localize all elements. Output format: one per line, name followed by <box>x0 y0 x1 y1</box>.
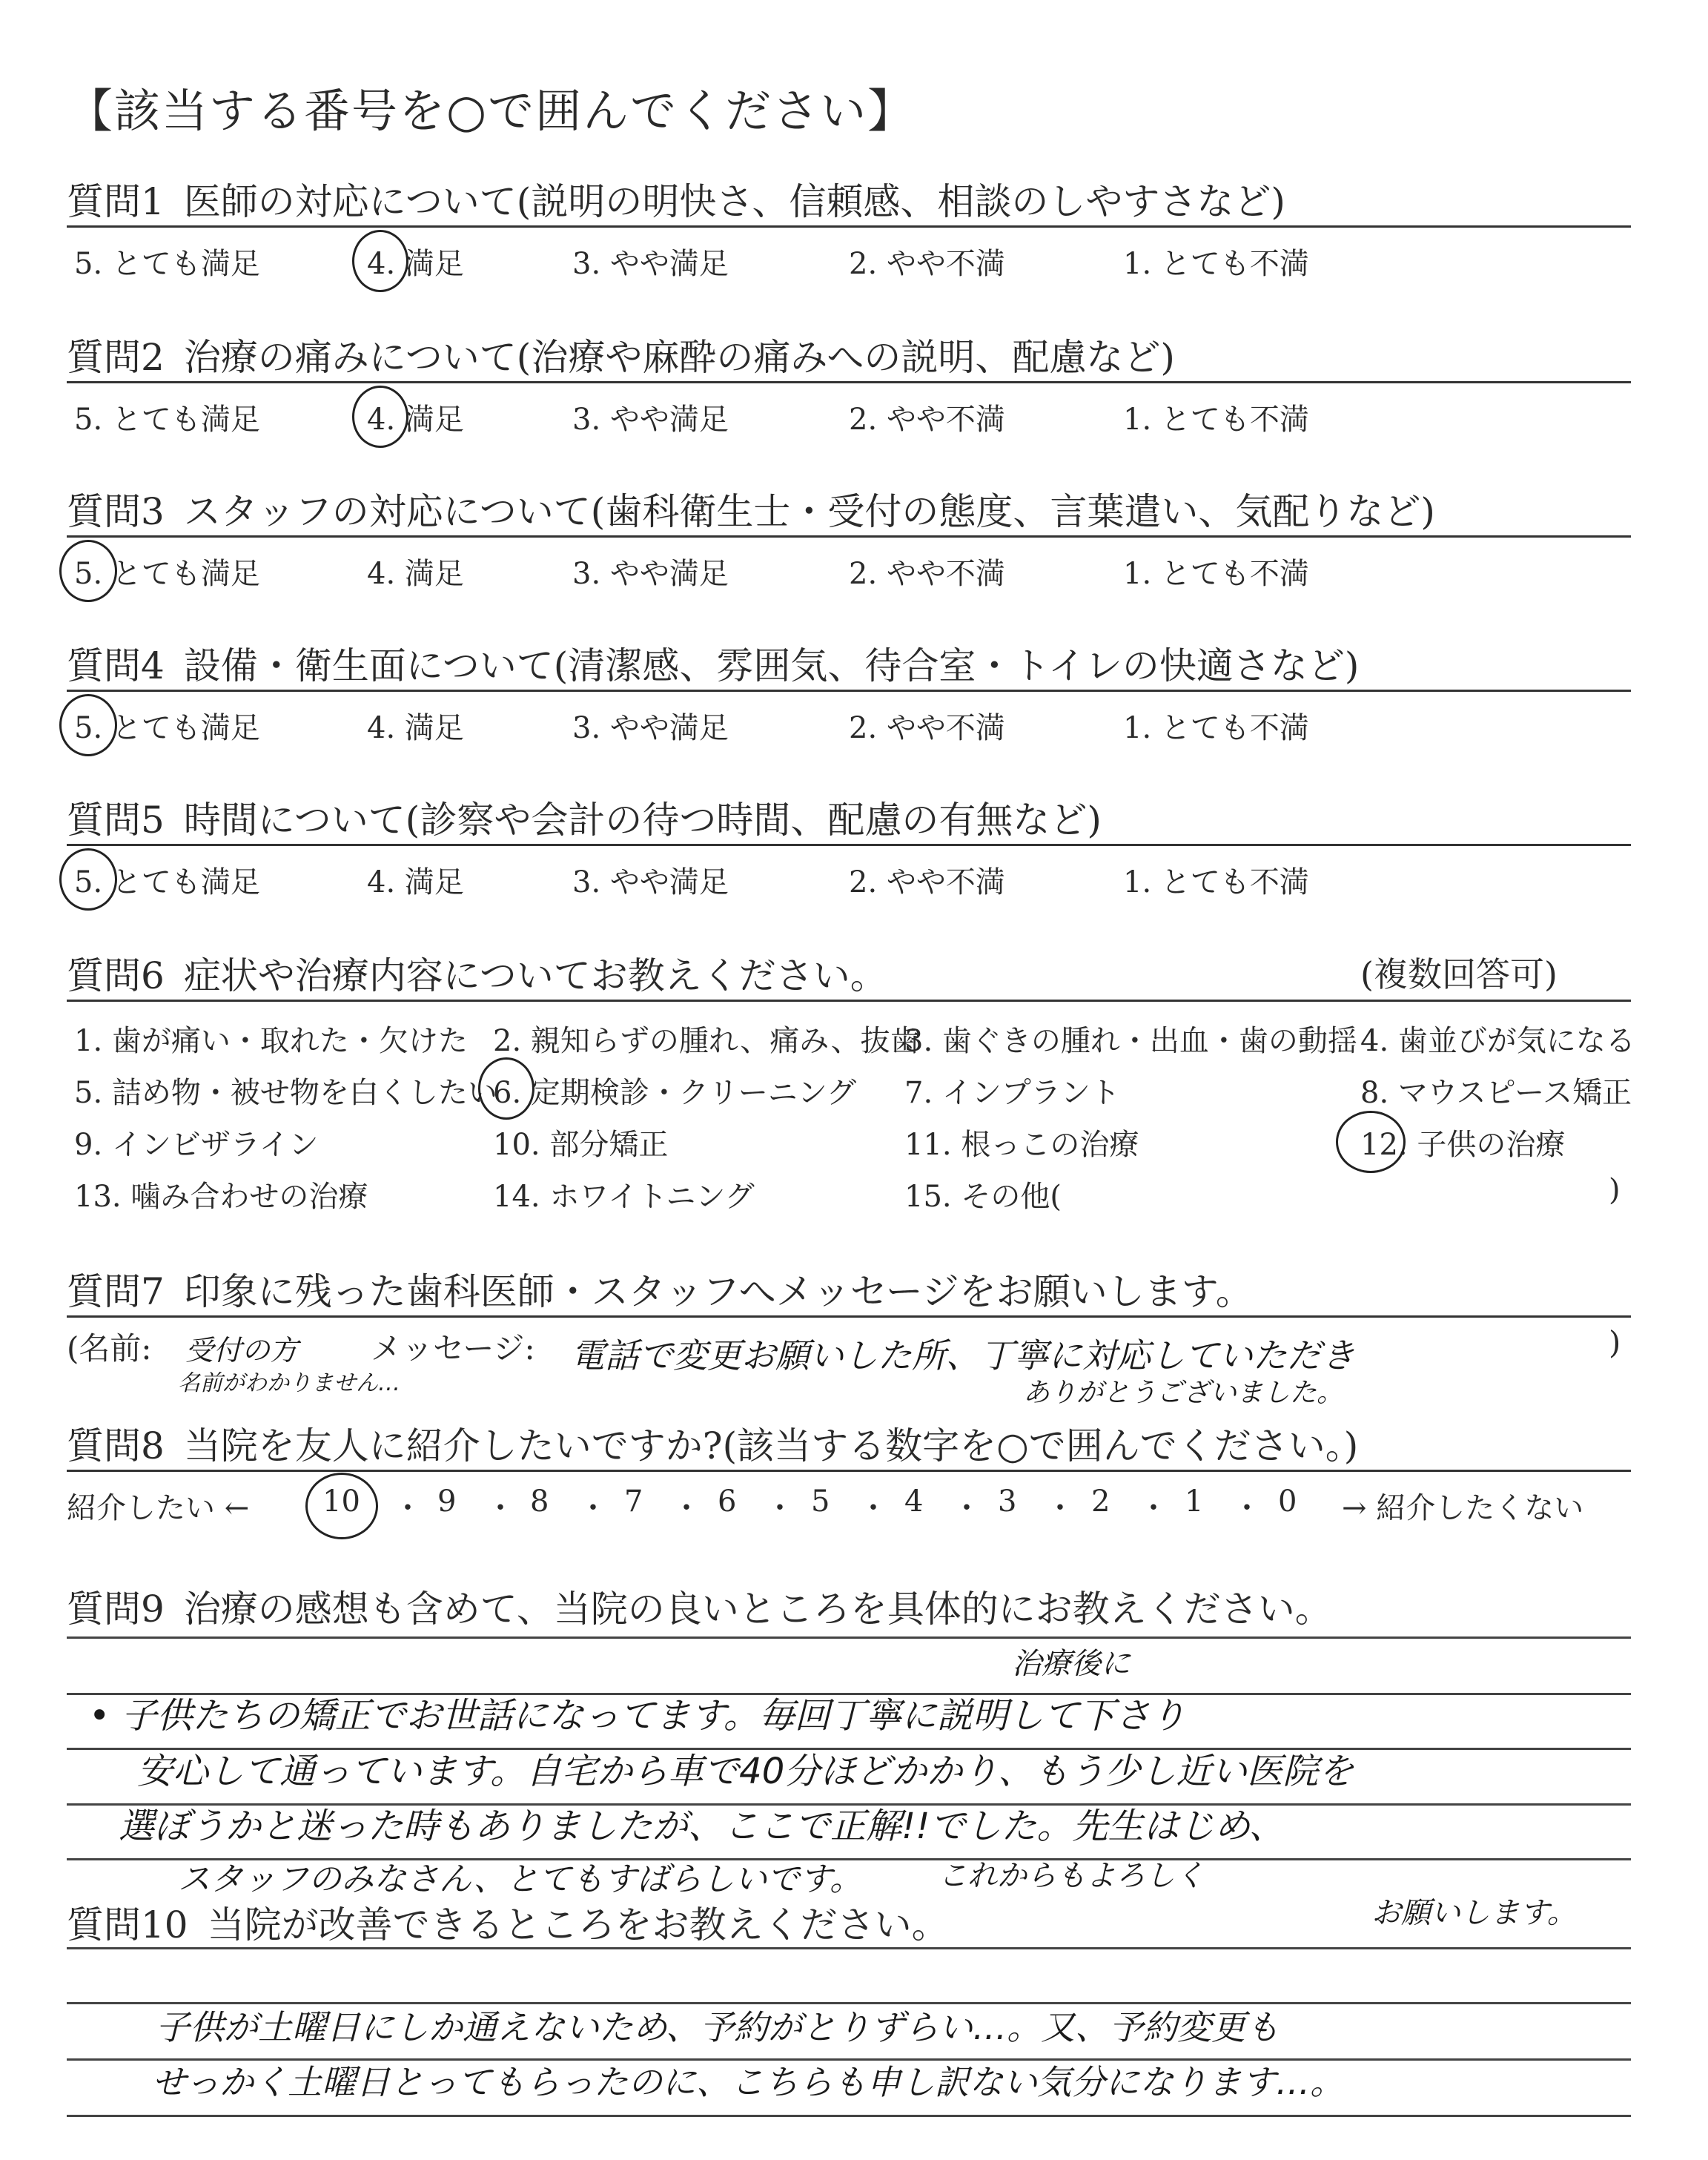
rating-option-4[interactable]: 4. 満足 <box>367 557 464 591</box>
rating-option-2[interactable]: 2. やや不満 <box>849 711 1005 745</box>
rating-option-4[interactable]: 4. 満足 <box>367 247 464 281</box>
symptom-option-1[interactable]: 1. 歯が痛い・取れた・欠けた <box>74 1024 468 1058</box>
rating-option-5[interactable]: 5. とても満足 <box>74 711 260 745</box>
handwritten-answer-line-1: • 子供たちの矯正でお世話になってます。毎回丁寧に説明して下さり <box>89 1695 1186 1737</box>
question-number: 質問4 <box>67 644 165 687</box>
question-3 <box>67 482 1623 591</box>
score-3[interactable]: 3 <box>998 1484 1017 1519</box>
question-9 <box>67 1579 1623 1633</box>
symptom-option-2[interactable]: 2. 親知らずの腫れ、痛み、抜歯 <box>493 1024 920 1058</box>
divider-line <box>67 1315 1631 1318</box>
rating-option-2[interactable]: 2. やや不満 <box>849 247 1005 281</box>
divider-line <box>67 1000 1631 1002</box>
symptom-option-11[interactable]: 11. 根っこの治療 <box>904 1128 1139 1162</box>
name-label: (名前: <box>67 1330 152 1367</box>
selection-circle <box>478 1057 534 1120</box>
divider-line <box>67 1470 1631 1472</box>
question-number: 質問3 <box>67 490 165 533</box>
answer-line <box>67 1947 1631 1949</box>
score-separator: ・ <box>1045 1491 1075 1525</box>
divider-line <box>67 535 1631 538</box>
rating-option-5[interactable]: 5. とても満足 <box>74 247 260 281</box>
rating-option-3[interactable]: 3. やや満足 <box>572 247 729 281</box>
symptom-option-13[interactable]: 13. 噛み合わせの治療 <box>74 1180 368 1214</box>
answer-line <box>67 2115 1631 2117</box>
symptom-option-9[interactable]: 9. インビザライン <box>74 1128 319 1162</box>
rating-option-1[interactable]: 1. とても不満 <box>1123 865 1309 899</box>
close-paren: ) <box>1609 1324 1621 1361</box>
handwritten-answer-line-6: お願いします。 <box>1371 1896 1577 1930</box>
score-separator: ・ <box>672 1491 701 1525</box>
rating-option-4[interactable]: 4. 満足 <box>367 403 464 437</box>
rating-option-1[interactable]: 1. とても不満 <box>1123 557 1309 591</box>
score-0[interactable]: 0 <box>1278 1484 1297 1519</box>
question-title: スタッフの対応について(歯科衛生士・受付の態度、言葉遣い、気配りなど) <box>183 490 1435 533</box>
question-title: 時間について(診察や会計の待つ時間、配慮の有無など) <box>183 799 1102 842</box>
handwritten-insert: 治療後に <box>1012 1647 1131 1681</box>
rating-option-4[interactable]: 4. 満足 <box>367 865 464 899</box>
answer-line <box>67 1636 1631 1639</box>
symptom-option-7[interactable]: 7. インプラント <box>904 1076 1120 1110</box>
divider-line <box>67 225 1631 228</box>
divider-line <box>67 690 1631 692</box>
question-5 <box>67 790 1623 899</box>
handwritten-answer-line-4: スタッフのみなさん、とてもすばらしいです。 <box>178 1860 863 1898</box>
question-number: 質問9 <box>67 1588 165 1631</box>
rating-option-5[interactable]: 5. とても満足 <box>74 865 260 899</box>
rating-option-2[interactable]: 2. やや不満 <box>849 403 1005 437</box>
symptom-option-8[interactable]: 8. マウスピース矯正 <box>1360 1076 1632 1110</box>
score-separator: ・ <box>578 1491 608 1525</box>
symptom-option-12[interactable]: 12. 子供の治療 <box>1360 1128 1566 1162</box>
handwritten-answer-line-2: 安心して通っています。自宅から車で40分ほどかかり、もう少し近い医院を <box>137 1751 1354 1792</box>
rating-option-3[interactable]: 3. やや満足 <box>572 403 729 437</box>
question-title: 治療の痛みについて(治療や麻酔の痛みへの説明、配慮など) <box>183 336 1175 379</box>
question-title: 症状や治療内容についてお教えください。 <box>183 954 887 997</box>
question-title: 当院が改善できるところをお教えください。 <box>207 1903 949 1946</box>
score-separator: ・ <box>393 1491 423 1525</box>
rating-option-1[interactable]: 1. とても不満 <box>1123 403 1309 437</box>
selection-circle <box>305 1473 378 1539</box>
page-heading: 【該当する番号を○で囲んでください】 <box>67 84 916 138</box>
recommend-left-label: 紹介したい ← <box>67 1491 250 1525</box>
score-separator: ・ <box>1232 1491 1262 1525</box>
question-8 <box>67 1416 1623 1525</box>
rating-option-2[interactable]: 2. やや不満 <box>849 557 1005 591</box>
rating-option-3[interactable]: 3. やや満足 <box>572 711 729 745</box>
symptom-option-4[interactable]: 4. 歯並びが気になる <box>1360 1024 1635 1058</box>
score-10[interactable]: 10 <box>322 1484 360 1519</box>
rating-option-1[interactable]: 1. とても不満 <box>1123 247 1309 281</box>
question-title: 設備・衛生面について(清潔感、雰囲気、待合室・トイレの快適さなど) <box>183 644 1360 687</box>
score-2[interactable]: 2 <box>1091 1484 1110 1519</box>
question-title: 治療の感想も含めて、当院の良いところを具体的にお教えください。 <box>183 1588 1332 1631</box>
symptom-option-6[interactable]: 6. 定期検診・クリーニング <box>493 1076 857 1110</box>
rating-option-5[interactable]: 5. とても満足 <box>74 403 260 437</box>
score-9[interactable]: 9 <box>437 1484 457 1519</box>
rating-option-3[interactable]: 3. やや満足 <box>572 865 729 899</box>
question-6 <box>67 946 1635 1214</box>
question-title: 当院を友人に紹介したいですか?(該当する数字を○で囲んでください。) <box>183 1424 1359 1467</box>
question-number: 質問2 <box>67 336 165 379</box>
score-separator: ・ <box>486 1491 515 1525</box>
score-separator: ・ <box>858 1491 888 1525</box>
score-separator: ・ <box>765 1491 795 1525</box>
question-number: 質問7 <box>67 1270 165 1313</box>
selection-circle <box>1336 1111 1406 1173</box>
question-2 <box>67 328 1623 437</box>
score-separator: ・ <box>952 1491 982 1525</box>
score-1[interactable]: 1 <box>1185 1484 1204 1519</box>
score-separator: ・ <box>1139 1491 1168 1525</box>
rating-option-2[interactable]: 2. やや不満 <box>849 865 1005 899</box>
score-8[interactable]: 8 <box>530 1484 549 1519</box>
symptom-option-15[interactable]: 15. その他( <box>904 1180 1062 1214</box>
selection-circle <box>352 230 408 292</box>
question-4 <box>67 636 1623 745</box>
selection-circle <box>59 540 117 602</box>
handwritten-message: 電話で変更お願いした所、丁寧に対応していただき <box>571 1335 1355 1375</box>
symptom-option-10[interactable]: 10. 部分矯正 <box>493 1128 669 1162</box>
symptom-option-14[interactable]: 14. ホワイトニング <box>493 1180 755 1214</box>
rating-option-5[interactable]: 5. とても満足 <box>74 557 260 591</box>
rating-option-1[interactable]: 1. とても不満 <box>1123 711 1309 745</box>
symptom-option-3[interactable]: 3. 歯ぐきの腫れ・出血・歯の動揺 <box>904 1024 1357 1058</box>
handwritten-improvement-line-2: せっかく土曜日とってもらったのに、こちらも申し訳ない気分になります…。 <box>152 2062 1345 2102</box>
score-7[interactable]: 7 <box>624 1484 643 1519</box>
rating-option-3[interactable]: 3. やや満足 <box>572 557 729 591</box>
message-label: メッセージ: <box>371 1330 535 1367</box>
handwritten-improvement-line-1: 子供が土曜日にしか通えないため、予約がとりずらい…。又、予約変更も <box>156 2007 1280 2047</box>
score-6[interactable]: 6 <box>718 1484 737 1519</box>
recommend-right-label: → 紹介したくない <box>1342 1491 1584 1525</box>
question-1 <box>67 172 1623 281</box>
question-title: 印象に残った歯科医師・スタッフへメッセージをお願いします。 <box>183 1270 1253 1313</box>
divider-line <box>67 381 1631 383</box>
handwritten-answer-line-3: 選ぼうかと迷った時もありましたが、ここで正解!!でした。先生はじめ、 <box>119 1806 1285 1847</box>
other-close-paren: ) <box>1609 1173 1621 1207</box>
selection-circle <box>59 694 117 756</box>
question-10 <box>67 1895 1623 1949</box>
handwritten-name: 受付の方 <box>185 1334 299 1367</box>
handwritten-message-2: ありがとうございました。 <box>1023 1378 1344 1408</box>
question-number: 質問1 <box>67 180 165 223</box>
question-number: 質問10 <box>67 1903 188 1946</box>
score-4[interactable]: 4 <box>904 1484 924 1519</box>
handwritten-answer-line-5: これからもよろしく <box>938 1859 1205 1893</box>
score-5[interactable]: 5 <box>811 1484 830 1519</box>
selection-circle <box>59 848 117 911</box>
multiple-answers-note: (複数回答可) <box>1360 954 1558 994</box>
question-number: 質問5 <box>67 799 165 842</box>
question-7 <box>67 1262 1623 1408</box>
handwritten-name-note: 名前がわかりません… <box>178 1370 400 1396</box>
rating-option-4[interactable]: 4. 満足 <box>367 711 464 745</box>
question-number: 質問6 <box>67 954 165 997</box>
symptom-option-5[interactable]: 5. 詰め物・被せ物を白くしたい <box>74 1076 497 1110</box>
selection-circle <box>352 386 408 448</box>
question-title: 医師の対応について(説明の明快さ、信頼感、相談のしやすさなど) <box>183 180 1285 223</box>
divider-line <box>67 844 1631 846</box>
question-number: 質問8 <box>67 1424 165 1467</box>
